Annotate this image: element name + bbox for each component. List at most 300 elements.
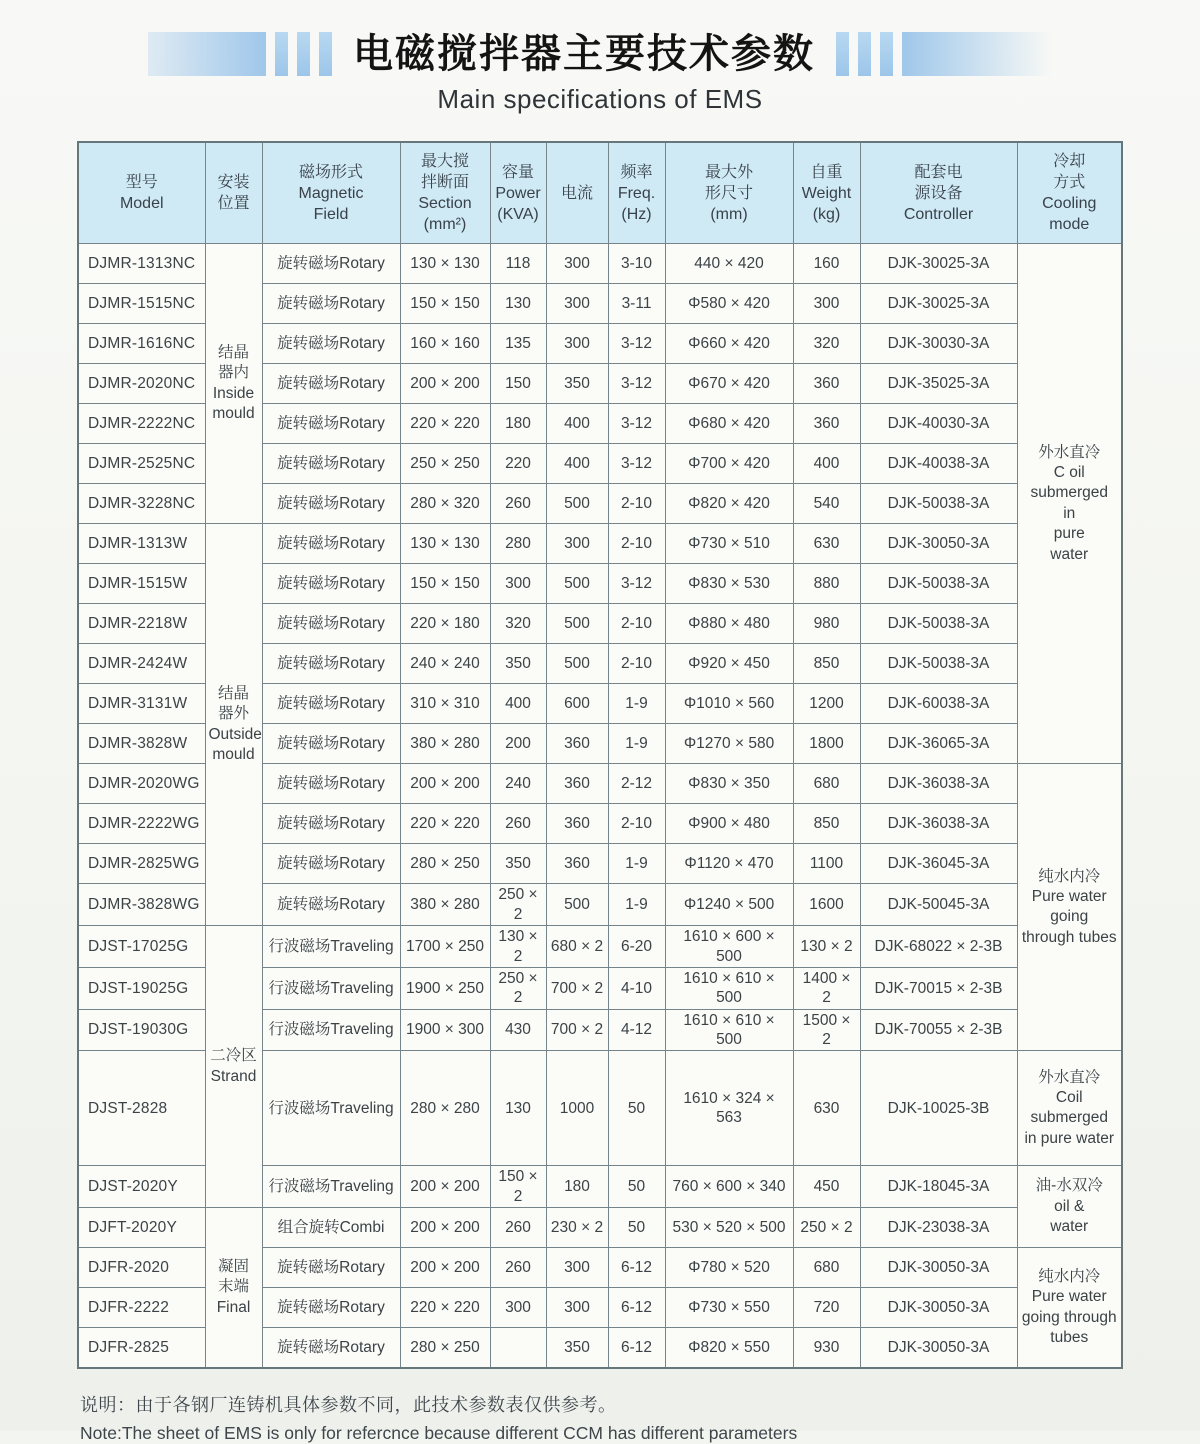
weight-cell: 1100 — [793, 844, 860, 884]
power-cell: 130 — [490, 284, 546, 324]
model-cell: DJFR-2222 — [78, 1288, 205, 1328]
field-cell: 旋转磁场Rotary — [262, 1288, 400, 1328]
controller-cell: DJK-30050-3A — [860, 1328, 1017, 1369]
model-cell: DJMR-2020WG — [78, 764, 205, 804]
controller-cell: DJK-60038-3A — [860, 684, 1017, 724]
controller-cell: DJK-70055 × 2-3B — [860, 1009, 1017, 1051]
current-cell: 600 — [546, 684, 608, 724]
title-deco-right-gradient — [902, 32, 1052, 76]
field-cell: 旋转磁场Rotary — [262, 244, 400, 284]
model-cell: DJMR-1616NC — [78, 324, 205, 364]
section-cell: 200 × 200 — [400, 1166, 490, 1208]
freq-cell: 2-12 — [608, 764, 665, 804]
column-header-controller — [860, 142, 1017, 244]
cell-line: 二冷区 — [210, 1047, 257, 1065]
cell-line: through tubes — [1021, 928, 1117, 946]
cell-line: 纯水内冷 — [1038, 867, 1101, 885]
current-cell: 300 — [546, 1288, 608, 1328]
model-cell: DJMR-3828WG — [78, 884, 205, 926]
section-cell: 250 × 250 — [400, 444, 490, 484]
cell-line: Section — [418, 195, 472, 213]
cell-line: in — [1063, 504, 1076, 522]
current-cell: 400 — [546, 444, 608, 484]
field-cell: 行波磁场Traveling — [262, 1051, 400, 1166]
dimensions-cell: Φ1010 × 560 — [665, 684, 793, 724]
cell-line: Freq. — [617, 184, 656, 202]
model-cell: DJMR-2222WG — [78, 804, 205, 844]
freq-cell: 4-12 — [608, 1009, 665, 1051]
cell-line: 器外 — [217, 705, 249, 723]
power-cell: 350 — [490, 844, 546, 884]
model-cell: DJMR-1313NC — [78, 244, 205, 284]
dimensions-cell: 1610 × 610 × 500 — [665, 1009, 793, 1051]
field-cell: 旋转磁场Rotary — [262, 524, 400, 564]
column-header-section — [400, 142, 490, 244]
section-cell: 1900 × 250 — [400, 967, 490, 1009]
field-cell: 旋转磁场Rotary — [262, 764, 400, 804]
controller-cell: DJK-35025-3A — [860, 364, 1017, 404]
controller-cell: DJK-40030-3A — [860, 404, 1017, 444]
dimensions-cell: Φ820 × 550 — [665, 1328, 793, 1369]
power-cell: 320 — [490, 604, 546, 644]
freq-cell: 50 — [608, 1208, 665, 1248]
current-cell: 360 — [546, 724, 608, 764]
current-cell: 230 × 2 — [546, 1208, 608, 1248]
weight-cell: 1800 — [793, 724, 860, 764]
cell-line: Model — [119, 195, 164, 213]
cell-line: water — [1050, 1218, 1089, 1236]
field-cell: 行波磁场Traveling — [262, 967, 400, 1009]
weight-cell: 1600 — [793, 884, 860, 926]
controller-cell: DJK-70015 × 2-3B — [860, 967, 1017, 1009]
cell-line: 外水直冷 — [1038, 1068, 1101, 1086]
section-cell: 200 × 200 — [400, 1208, 490, 1248]
dimensions-cell: Φ730 × 550 — [665, 1288, 793, 1328]
weight-cell: 130 × 2 — [793, 926, 860, 968]
cell-line: 型号 — [125, 174, 158, 192]
section-cell: 280 × 280 — [400, 1051, 490, 1166]
dimensions-cell: Φ900 × 480 — [665, 804, 793, 844]
freq-cell: 6-20 — [608, 926, 665, 968]
cell-line: pure — [1053, 525, 1085, 543]
freq-cell: 3-11 — [608, 284, 665, 324]
weight-cell: 850 — [793, 804, 860, 844]
deco-bar — [297, 32, 310, 76]
power-cell: 240 — [490, 764, 546, 804]
cell-line: 安装 — [217, 174, 250, 192]
column-header-dimensions — [665, 142, 793, 244]
controller-cell: DJK-36065-3A — [860, 724, 1017, 764]
weight-cell: 320 — [793, 324, 860, 364]
section-cell: 280 × 250 — [400, 844, 490, 884]
current-cell: 300 — [546, 244, 608, 284]
freq-cell: 3-12 — [608, 564, 665, 604]
controller-cell: DJK-50038-3A — [860, 564, 1017, 604]
model-cell: DJST-19025G — [78, 967, 205, 1009]
position-cell — [205, 1208, 262, 1369]
column-header-model — [78, 142, 205, 244]
cell-line: 纯水内冷 — [1038, 1267, 1101, 1285]
power-cell: 260 — [490, 1248, 546, 1288]
header-row — [78, 142, 1122, 244]
field-cell: 行波磁场Traveling — [262, 926, 400, 968]
cell-line: 方式 — [1053, 174, 1086, 192]
column-header-field — [262, 142, 400, 244]
cell-line: (KVA) — [497, 205, 539, 223]
freq-cell: 50 — [608, 1166, 665, 1208]
controller-cell: DJK-30025-3A — [860, 244, 1017, 284]
current-cell: 500 — [546, 604, 608, 644]
field-cell: 旋转磁场Rotary — [262, 564, 400, 604]
cell-line: 外水直冷 — [1038, 443, 1101, 461]
freq-cell: 3-12 — [608, 324, 665, 364]
dimensions-cell: Φ680 × 420 — [665, 404, 793, 444]
field-cell: 旋转磁场Rotary — [262, 1248, 400, 1288]
cell-line: (mm²) — [423, 216, 467, 234]
current-cell: 500 — [546, 484, 608, 524]
model-cell: DJMR-2825WG — [78, 844, 205, 884]
current-cell: 1000 — [546, 1051, 608, 1166]
controller-cell: DJK-36045-3A — [860, 844, 1017, 884]
cell-line: 冷却 — [1053, 153, 1086, 170]
section-cell: 130 × 130 — [400, 524, 490, 564]
dimensions-cell: Φ670 × 420 — [665, 364, 793, 404]
field-cell: 旋转磁场Rotary — [262, 324, 400, 364]
cell-line: 位置 — [217, 195, 250, 213]
model-cell: DJST-2020Y — [78, 1166, 205, 1208]
field-cell: 旋转磁场Rotary — [262, 364, 400, 404]
freq-cell: 3-10 — [608, 244, 665, 284]
model-cell: DJMR-2424W — [78, 644, 205, 684]
model-cell: DJMR-1515NC — [78, 284, 205, 324]
power-cell: 150 — [490, 364, 546, 404]
power-cell: 130 — [490, 1051, 546, 1166]
column-header-freq — [608, 142, 665, 244]
cell-line: 拌断面 — [420, 174, 469, 192]
controller-cell: DJK-40038-3A — [860, 444, 1017, 484]
column-header-power — [490, 142, 546, 244]
power-cell: 260 — [490, 484, 546, 524]
model-cell: DJFT-2020Y — [78, 1208, 205, 1248]
table-header — [78, 142, 1122, 244]
current-cell: 680 × 2 — [546, 926, 608, 968]
field-cell: 旋转磁场Rotary — [262, 804, 400, 844]
current-cell: 300 — [546, 524, 608, 564]
table-row — [78, 244, 1122, 284]
weight-cell: 720 — [793, 1288, 860, 1328]
weight-cell: 300 — [793, 284, 860, 324]
model-cell: DJMR-3828W — [78, 724, 205, 764]
power-cell: 260 — [490, 1208, 546, 1248]
freq-cell: 1-9 — [608, 884, 665, 926]
freq-cell: 6-12 — [608, 1248, 665, 1288]
freq-cell: 3-12 — [608, 444, 665, 484]
footer-notes — [80, 1391, 1200, 1444]
cell-line: (mm) — [710, 205, 748, 223]
weight-cell: 630 — [793, 524, 860, 564]
controller-cell: DJK-36038-3A — [860, 804, 1017, 844]
dimensions-cell: Φ920 × 450 — [665, 644, 793, 684]
freq-cell: 6-12 — [608, 1328, 665, 1369]
table-row — [78, 926, 1122, 968]
section-cell: 1700 × 250 — [400, 926, 490, 968]
current-cell: 700 × 2 — [546, 967, 608, 1009]
controller-cell: DJK-50038-3A — [860, 604, 1017, 644]
dimensions-cell: Φ820 × 420 — [665, 484, 793, 524]
dimensions-cell: Φ730 × 510 — [665, 524, 793, 564]
controller-cell: DJK-30025-3A — [860, 284, 1017, 324]
column-header-weight — [793, 142, 860, 244]
cell-line: Strand — [210, 1067, 257, 1085]
power-cell: 220 — [490, 444, 546, 484]
field-cell: 旋转磁场Rotary — [262, 444, 400, 484]
deco-bar — [836, 32, 849, 76]
controller-cell: DJK-30050-3A — [860, 1248, 1017, 1288]
power-cell — [490, 1328, 546, 1369]
section-cell: 220 × 220 — [400, 1288, 490, 1328]
field-cell: 旋转磁场Rotary — [262, 1328, 400, 1369]
deco-bar — [319, 32, 332, 76]
cell-line: tubes — [1050, 1329, 1089, 1347]
freq-cell: 1-9 — [608, 844, 665, 884]
table-row — [78, 1208, 1122, 1248]
title-bars-right — [836, 32, 893, 76]
dimensions-cell: Φ580 × 420 — [665, 284, 793, 324]
controller-cell: DJK-30030-3A — [860, 324, 1017, 364]
dimensions-cell: Φ700 × 420 — [665, 444, 793, 484]
cell-line: 配套电 — [914, 163, 963, 181]
cooling-cell — [1017, 244, 1122, 764]
section-cell: 240 × 240 — [400, 644, 490, 684]
cell-line: 结晶 — [217, 684, 249, 702]
cell-line: Field — [313, 205, 349, 223]
field-cell: 行波磁场Traveling — [262, 1166, 400, 1208]
note-en: Note:The sheet of EMS is only for refercnce because different CCM has different parameters — [80, 1423, 798, 1444]
weight-cell: 930 — [793, 1328, 860, 1369]
freq-cell: 2-10 — [608, 804, 665, 844]
cell-line: (Hz) — [621, 205, 652, 223]
field-cell: 旋转磁场Rotary — [262, 724, 400, 764]
cell-line: 最大外 — [704, 163, 753, 181]
model-cell: DJMR-3228NC — [78, 484, 205, 524]
freq-cell: 50 — [608, 1051, 665, 1166]
controller-cell: DJK-18045-3A — [860, 1166, 1017, 1208]
weight-cell: 160 — [793, 244, 860, 284]
cooling-cell — [1017, 1248, 1122, 1369]
note-zh: 说明：由于各钢厂连铸机具体参数不同，此技术参数表仅供参考。 — [80, 1395, 617, 1416]
cell-line: 结晶 — [217, 344, 249, 362]
cell-line: 形尺寸 — [704, 184, 753, 202]
deco-bar — [880, 32, 893, 76]
cell-line: submerged — [1030, 484, 1109, 502]
power-cell: 400 — [490, 684, 546, 724]
dimensions-cell: Φ660 × 420 — [665, 324, 793, 364]
power-cell: 150 × 2 — [490, 1166, 546, 1208]
cooling-cell — [1017, 764, 1122, 1051]
weight-cell: 630 — [793, 1051, 860, 1166]
dimensions-cell: 1610 × 324 × 563 — [665, 1051, 793, 1166]
cell-line: going — [1050, 908, 1089, 926]
section-cell: 130 × 130 — [400, 244, 490, 284]
model-cell: DJST-19030G — [78, 1009, 205, 1051]
current-cell: 300 — [546, 324, 608, 364]
power-cell: 250 × 2 — [490, 967, 546, 1009]
dimensions-cell: Φ880 × 480 — [665, 604, 793, 644]
cell-line: mould — [212, 746, 255, 764]
model-cell: DJST-2828 — [78, 1051, 205, 1166]
cell-line: 电流 — [560, 184, 593, 202]
dimensions-cell: 1610 × 610 × 500 — [665, 967, 793, 1009]
weight-cell: 1500 × 2 — [793, 1009, 860, 1051]
power-cell: 200 — [490, 724, 546, 764]
cell-line: Pure water — [1031, 1288, 1107, 1306]
field-cell: 旋转磁场Rotary — [262, 604, 400, 644]
field-cell: 旋转磁场Rotary — [262, 844, 400, 884]
cooling-cell — [1017, 1166, 1122, 1248]
dimensions-cell: 1610 × 600 × 500 — [665, 926, 793, 968]
cell-line: 末端 — [217, 1278, 249, 1296]
cell-line: 器内 — [217, 364, 249, 382]
controller-cell: DJK-30050-3A — [860, 524, 1017, 564]
cell-line: C oil — [1053, 464, 1085, 482]
current-cell: 700 × 2 — [546, 1009, 608, 1051]
column-header-current — [546, 142, 608, 244]
cell-line: 油-水双冷 — [1035, 1177, 1103, 1195]
table-row — [78, 524, 1122, 564]
freq-cell: 3-12 — [608, 404, 665, 444]
model-cell: DJMR-1313W — [78, 524, 205, 564]
page-subtitle: Main specifications of EMS — [437, 84, 763, 114]
cell-line: 容量 — [501, 163, 534, 181]
table-body — [78, 244, 1122, 1368]
field-cell: 旋转磁场Rotary — [262, 484, 400, 524]
weight-cell: 1400 × 2 — [793, 967, 860, 1009]
current-cell: 300 — [546, 1248, 608, 1288]
weight-cell: 980 — [793, 604, 860, 644]
power-cell: 130 × 2 — [490, 926, 546, 968]
cell-line: 磁场形式 — [298, 163, 363, 181]
cell-line: Inside — [212, 384, 255, 402]
weight-cell: 450 — [793, 1166, 860, 1208]
cell-line: 频率 — [620, 163, 653, 181]
column-header-position — [205, 142, 262, 244]
cell-line: water — [1050, 545, 1089, 563]
model-cell: DJMR-1515W — [78, 564, 205, 604]
cell-line: 自重 — [810, 163, 843, 181]
power-cell: 300 — [490, 1288, 546, 1328]
controller-cell: DJK-30050-3A — [860, 1288, 1017, 1328]
cell-line: Weight — [801, 184, 852, 202]
cell-line: Power — [495, 184, 541, 202]
dimensions-cell: Φ1120 × 470 — [665, 844, 793, 884]
weight-cell: 360 — [793, 404, 860, 444]
section-cell: 200 × 200 — [400, 1248, 490, 1288]
field-cell: 旋转磁场Rotary — [262, 284, 400, 324]
model-cell: DJMR-2020NC — [78, 364, 205, 404]
weight-cell: 250 × 2 — [793, 1208, 860, 1248]
field-cell: 旋转磁场Rotary — [262, 644, 400, 684]
current-cell: 300 — [546, 284, 608, 324]
deco-bar — [858, 32, 871, 76]
current-cell: 500 — [546, 644, 608, 684]
freq-cell: 2-10 — [608, 644, 665, 684]
cell-line: Controller — [903, 205, 974, 223]
cell-line: Magnetic — [298, 184, 364, 202]
field-cell: 组合旋转Combi — [262, 1208, 400, 1248]
dimensions-cell: Φ780 × 520 — [665, 1248, 793, 1288]
cell-line: Coil — [1055, 1088, 1083, 1106]
cell-line: (kg) — [812, 205, 841, 223]
model-cell: DJFR-2020 — [78, 1248, 205, 1288]
section-cell: 200 × 200 — [400, 764, 490, 804]
controller-cell: DJK-36038-3A — [860, 764, 1017, 804]
current-cell: 360 — [546, 804, 608, 844]
freq-cell: 1-9 — [608, 724, 665, 764]
title-bars-left — [275, 32, 332, 76]
power-cell: 260 — [490, 804, 546, 844]
cell-line: Outside — [208, 725, 262, 743]
dimensions-cell: 440 × 420 — [665, 244, 793, 284]
freq-cell: 3-12 — [608, 364, 665, 404]
controller-cell: DJK-68022 × 2-3B — [860, 926, 1017, 968]
controller-cell: DJK-50038-3A — [860, 644, 1017, 684]
section-cell: 280 × 320 — [400, 484, 490, 524]
weight-cell: 400 — [793, 444, 860, 484]
freq-cell: 2-10 — [608, 484, 665, 524]
ems-spec-table — [77, 141, 1123, 1369]
dimensions-cell: Φ830 × 350 — [665, 764, 793, 804]
section-cell: 200 × 200 — [400, 364, 490, 404]
section-cell: 280 × 250 — [400, 1328, 490, 1369]
power-cell: 350 — [490, 644, 546, 684]
current-cell: 180 — [546, 1166, 608, 1208]
section-cell: 150 × 150 — [400, 284, 490, 324]
model-cell: DJMR-2218W — [78, 604, 205, 644]
freq-cell: 4-10 — [608, 967, 665, 1009]
power-cell: 300 — [490, 564, 546, 604]
dimensions-cell: 760 × 600 × 340 — [665, 1166, 793, 1208]
column-header-cooling — [1017, 142, 1122, 244]
cell-line: oil & — [1054, 1197, 1085, 1215]
section-cell: 220 × 180 — [400, 604, 490, 644]
freq-cell: 6-12 — [608, 1288, 665, 1328]
freq-cell: 1-9 — [608, 684, 665, 724]
freq-cell: 2-10 — [608, 524, 665, 564]
cell-line: mode — [1049, 216, 1090, 234]
weight-cell: 540 — [793, 484, 860, 524]
cell-line: 凝固 — [217, 1258, 249, 1275]
field-cell: 行波磁场Traveling — [262, 1009, 400, 1051]
dimensions-cell: 530 × 520 × 500 — [665, 1208, 793, 1248]
field-cell: 旋转磁场Rotary — [262, 884, 400, 926]
cell-line: 最大搅 — [420, 153, 469, 170]
model-cell: DJMR-2222NC — [78, 404, 205, 444]
controller-cell: DJK-23038-3A — [860, 1208, 1017, 1248]
dimensions-cell: Φ1270 × 580 — [665, 724, 793, 764]
section-cell: 380 × 280 — [400, 724, 490, 764]
current-cell: 360 — [546, 844, 608, 884]
position-cell — [205, 524, 262, 926]
model-cell: DJMR-2525NC — [78, 444, 205, 484]
current-cell: 360 — [546, 764, 608, 804]
freq-cell: 2-10 — [608, 604, 665, 644]
current-cell: 350 — [546, 364, 608, 404]
section-cell: 380 × 280 — [400, 884, 490, 926]
power-cell: 280 — [490, 524, 546, 564]
weight-cell: 680 — [793, 764, 860, 804]
current-cell: 500 — [546, 884, 608, 926]
section-cell: 220 × 220 — [400, 804, 490, 844]
